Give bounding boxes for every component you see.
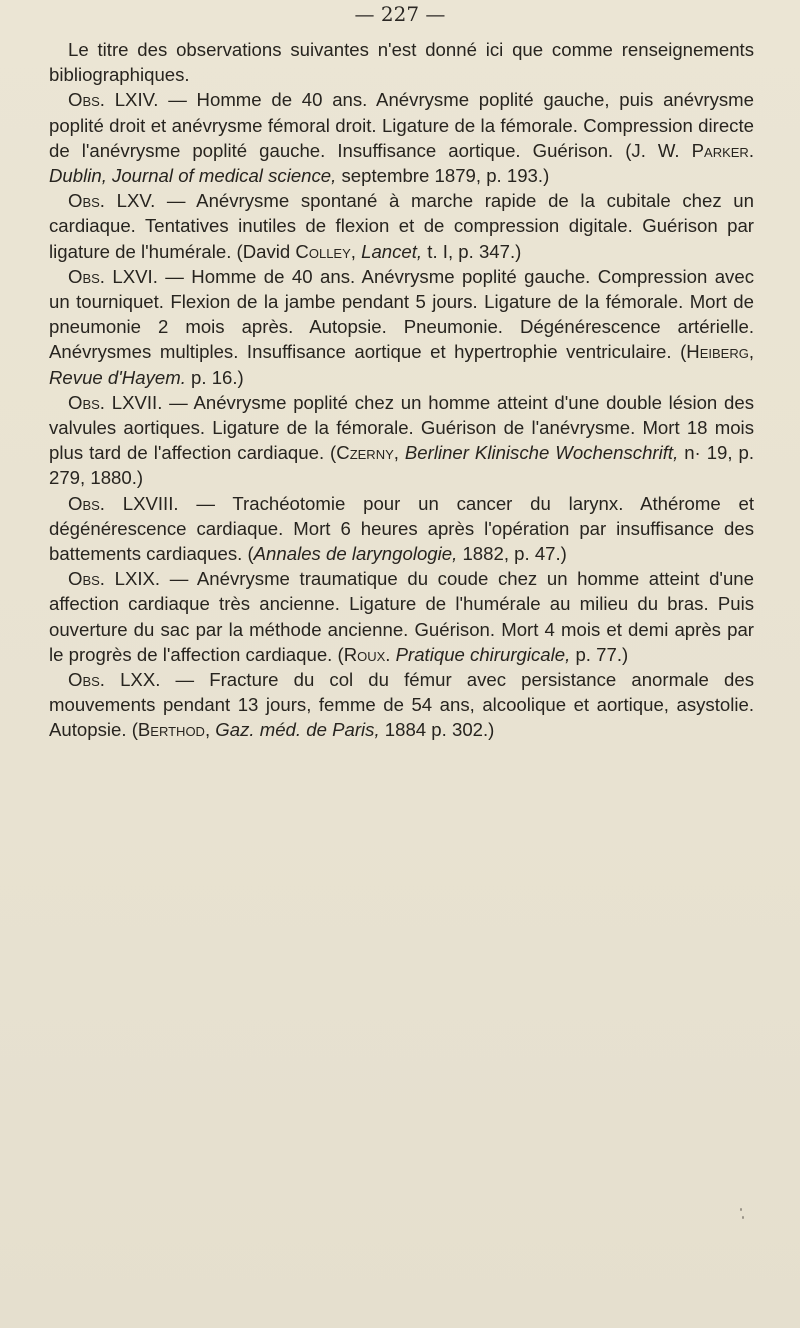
observation-citation: 1882, p. 47.) xyxy=(457,543,567,565)
observation-author: Roux. xyxy=(343,643,391,665)
paper-speck xyxy=(740,1208,742,1211)
paper-speck xyxy=(742,1216,744,1219)
observation-label: Obs. LXIV. xyxy=(68,89,159,111)
observation-source: Pratique chirurgicale, xyxy=(395,643,571,665)
observation-author: Heiberg xyxy=(686,341,749,363)
observation-citation: t. I, p. 347.) xyxy=(422,240,522,262)
observation-70 xyxy=(49,667,754,743)
observation-68 xyxy=(49,491,754,567)
observation-text: — Homme de 40 ans. Anévrysme poplité gauche, puis anévrysme poplité droit et anévrysme fémoral droit. Ligature de la fémorale. Compression directe de l'anévrysme poplité gauche. Insuffisance aortique. Guérison. (J. W. xyxy=(49,89,755,161)
observation-text: — Anévrysme traumatique du coude chez un homme atteint d'une affection cardiaque très ancienne. Ligature de l'humérale au milieu du bras. Puis ouverture du sac par la méthode ancienne. Guérison. Mort 4 mois et demi après par le progrès de l'affection cardiaque. ( xyxy=(49,568,754,665)
observation-citation: p. 16.) xyxy=(185,366,244,388)
observation-citation: p. 77.) xyxy=(570,643,629,665)
observation-author: Parker xyxy=(691,139,749,161)
observation-text: — Trachéotomie pour un cancer du larynx. Athérome et dégénérescence cardiaque. Mort 6 heures après l'opération par insuffisance des battements cardiaques. ( xyxy=(49,492,755,565)
observation-source: Revue d'Hayem. xyxy=(49,366,186,388)
observation-citation: septembre 1879, p. 193.) xyxy=(336,165,550,187)
observation-67: Obs. LXVII. — Anévrysme poplité chez un homme atteint d'une double lésion des valvules aortiques. Ligature de la fémorale. Guérison de l'anévrysme. Mort 18 mois plus tard de l'affection cardiaque. (Czerny, Berliner Klinische Wochenschrift, n· 19, p. 279, 1880.) xyxy=(49,391,754,489)
observation-64: Obs. LXIV. — Homme de 40 ans. Anévrysme poplité gauche, puis anévrysme poplité droit et anévrysme fémoral droit. Ligature de la fémorale. Compression directe de l'anévrysme poplité gauche. Insuffisance aortique. Guérison. (J. W. Parker. Dublin, Journal of medical science, septembre 1879, p. 193.) xyxy=(49,89,755,187)
observation-label: Obs. LXVIII. xyxy=(68,492,179,514)
observation-label: Obs. LXVII. xyxy=(68,391,163,413)
observation-author: Czerny xyxy=(336,442,394,464)
observation-69 xyxy=(49,566,754,667)
page-number: — 227 — xyxy=(354,2,446,26)
observation-label: Obs. LXVI. xyxy=(68,265,158,287)
observation-label: Obs. LXX. xyxy=(68,669,161,691)
observation-text: — Fracture du col du fémur avec persistance anormale des mouvements pendant 13 jours, femme de 54 ans, alcoolique et aortique, asystolie. Autopsie. ( xyxy=(49,669,754,741)
observation-text: — Homme de 40 ans. Anévrysme poplité gauche. Compression avec un tourniquet. Flexion de la jambe pendant 5 jours. Ligature de la fémorale. Mort de pneumonie 2 mois après. Autopsie. Pneumonie. Dégénérescence artérielle. Anévrysmes multiples. Insuffisance aortique et hypertrophie ventriculaire. ( xyxy=(49,265,754,363)
observation-66: Obs. LXVI. — Homme de 40 ans. Anévrysme poplité gauche. Compression avec un tourniquet. Flexion de la jambe pendant 5 jours. Ligature de la fémorale. Mort de pneumonie 2 mois après. Autopsie. Pneumonie. Dégénérescence artérielle. Anévrysmes multiples. Insuffisance aortique et hypertrophie ventriculaire. (Heiberg, Revue d'Hayem. p. 16.) xyxy=(49,265,754,388)
observation-citation: n· 19, p. 279, 1880.) xyxy=(49,442,754,489)
observation-source: Dublin, Journal of medical science, xyxy=(49,165,337,187)
observation-source: Lancet, xyxy=(361,240,423,262)
observation-label: Obs. LXV. xyxy=(68,190,156,212)
observation-label: Obs. LXIX. xyxy=(68,568,161,590)
observation-source: Gaz. méd. de Paris, xyxy=(215,719,380,741)
observation-author: Colley xyxy=(295,240,351,262)
observation-source: Berliner Klinische Wochenschrift, xyxy=(404,442,679,464)
observation-source: Annales de laryngologie, xyxy=(253,543,458,565)
observation-65: Obs. LXV. — Anévrysme spontané à marche rapide de la cubitale chez un cardiaque. Tentatives inutiles de flexion et de compression digitale. Guérison par ligature de l'humérale. (David Colley, Lancet, t. I, p. 347.) xyxy=(49,190,754,262)
observations-text xyxy=(49,37,754,743)
observation-author: Berthod, xyxy=(137,719,211,741)
observation-text: — Anévrysme spontané à marche rapide de la cubitale chez un cardiaque. Tentatives inutiles de flexion et de compression digitale. Guérison par ligature de l'humérale. (David xyxy=(49,190,754,262)
observation-text: — Anévrysme poplité chez un homme atteint d'une double lésion des valvules aortiques. Ligature de la fémorale. Guérison de l'anévrysme. Mort 18 mois plus tard de l'affection cardiaque. ( xyxy=(49,391,754,464)
intro-paragraph: Le titre des observations suivantes n'est donné ici que comme renseignements bibliographiques. xyxy=(49,39,754,86)
observation-citation: 1884 p. 302.) xyxy=(379,719,495,741)
